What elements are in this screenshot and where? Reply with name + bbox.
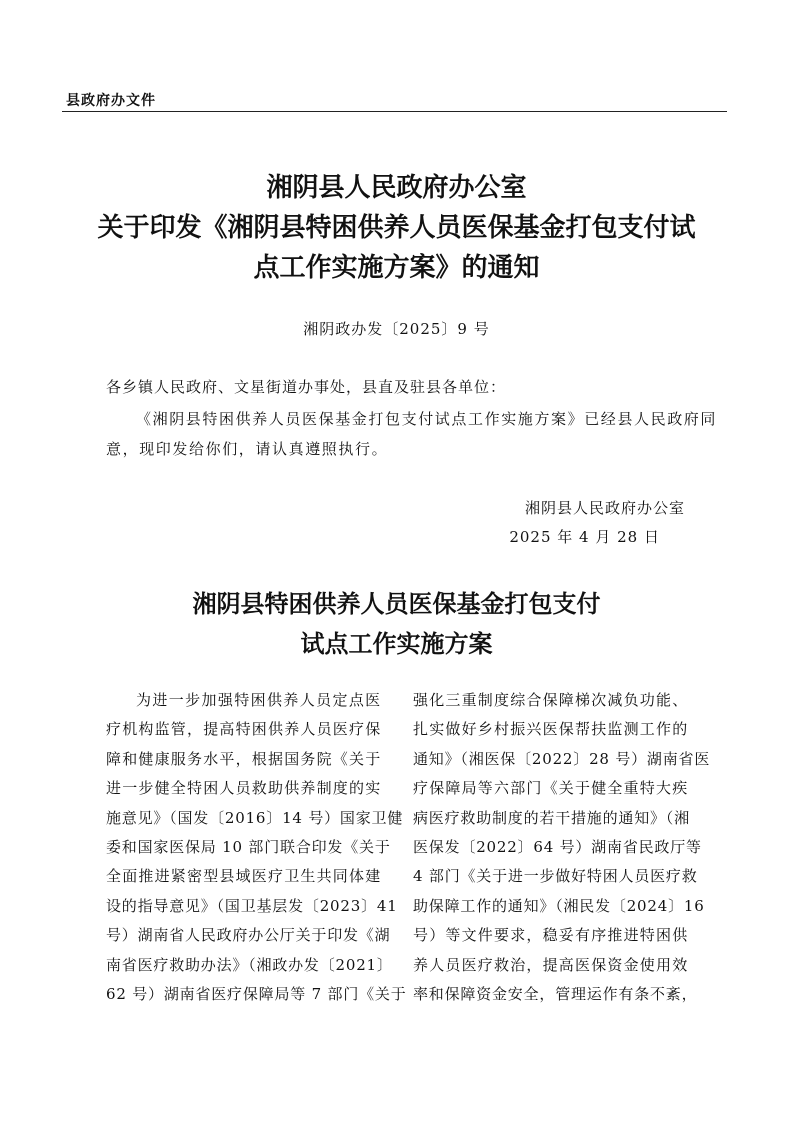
body-line: 助保障工作的通知》（湘民发〔2024〕16 <box>413 896 705 915</box>
signature-organization: 湘阴县人民政府办公室 <box>524 499 685 517</box>
body-line: 南省医疗救助办法》（湘政办发〔2021〕 <box>106 955 393 974</box>
body-line: 施意见》（国发〔2016〕14 号）国家卫健 <box>106 808 404 827</box>
plan-body-left-column <box>106 686 407 1009</box>
body-line: 率和保障资金安全，管理运作有条不紊， <box>413 985 698 1004</box>
body-line: 通知》（湘医保〔2022〕28 号）湖南省医 <box>413 749 711 768</box>
body-line: 强化三重制度综合保障梯次减负功能、 <box>413 691 688 709</box>
notice-title-line: 点工作实施方案》的通知 <box>253 253 540 283</box>
body-line: 4 部门《关于进一步做好特困人员医疗救 <box>413 867 698 886</box>
document-series-label: 县政府办文件 <box>66 93 156 109</box>
header-divider <box>62 111 727 112</box>
body-line: 疗机构监管，提高特困供养人员医疗保 <box>106 720 381 739</box>
plan-title-line: 湘阴县特困供养人员医保基金打包支付 <box>192 589 601 618</box>
body-line: 委和国家医保局 10 部门联合印发《关于 <box>106 838 391 857</box>
plan-body-right-column <box>413 686 711 1009</box>
notice-title <box>50 168 743 288</box>
body-line: 全面推进紧密型县域医疗卫生共同体建 <box>106 867 381 886</box>
signature-date: 2025 年 4 月 28 日 <box>509 528 660 546</box>
document-number: 湘阴政办发〔2025〕9 号 <box>303 320 490 338</box>
body-line: 扎实做好乡村振兴医保帮扶监测工作的 <box>413 720 688 739</box>
body-line: 设的指导意见》（国卫基层发〔2023〕41 <box>106 896 398 915</box>
body-line: 为进一步加强特困供养人员定点医 <box>136 691 381 709</box>
body-line: 医保发〔2022〕64 号）湖南省民政厅等 <box>413 838 702 857</box>
body-line: 号）等文件要求，稳妥有序推进特困供 <box>413 926 688 945</box>
body-line: 疗保障局等六部门《关于健全重特大疾 <box>413 779 688 798</box>
body-line: 号）湖南省人民政府办公厅关于印发《湖 <box>106 926 391 945</box>
plan-title <box>50 584 743 664</box>
body-line: 进一步健全特困人员救助供养制度的实 <box>106 779 381 798</box>
plan-title-line: 试点工作实施方案 <box>300 629 493 658</box>
notice-body-text: 《湘阴县特困供养人员医保基金打包支付试点工作实施方案》已经县人民政府同意，现印发给你们，请认真遵照执行。 <box>106 410 718 458</box>
body-line: 养人员医疗救治，提高医保资金使用效 <box>413 955 688 974</box>
addressee-line: 各乡镇人民政府、文星街道办事处，县直及驻县各单位： <box>106 378 507 396</box>
notice-title-line: 关于印发《湘阴县特困供养人员医保基金打包支付试 <box>97 213 696 243</box>
notice-title-line: 湘阴县人民政府办公室 <box>266 173 527 203</box>
body-line: 病医疗救助制度的若干措施的通知》（湘 <box>413 808 690 827</box>
body-line: 62 号）湖南省医疗保障局等 7 部门《关于 <box>106 985 407 1004</box>
body-line: 障和健康服务水平，根据国务院《关于 <box>106 749 381 768</box>
